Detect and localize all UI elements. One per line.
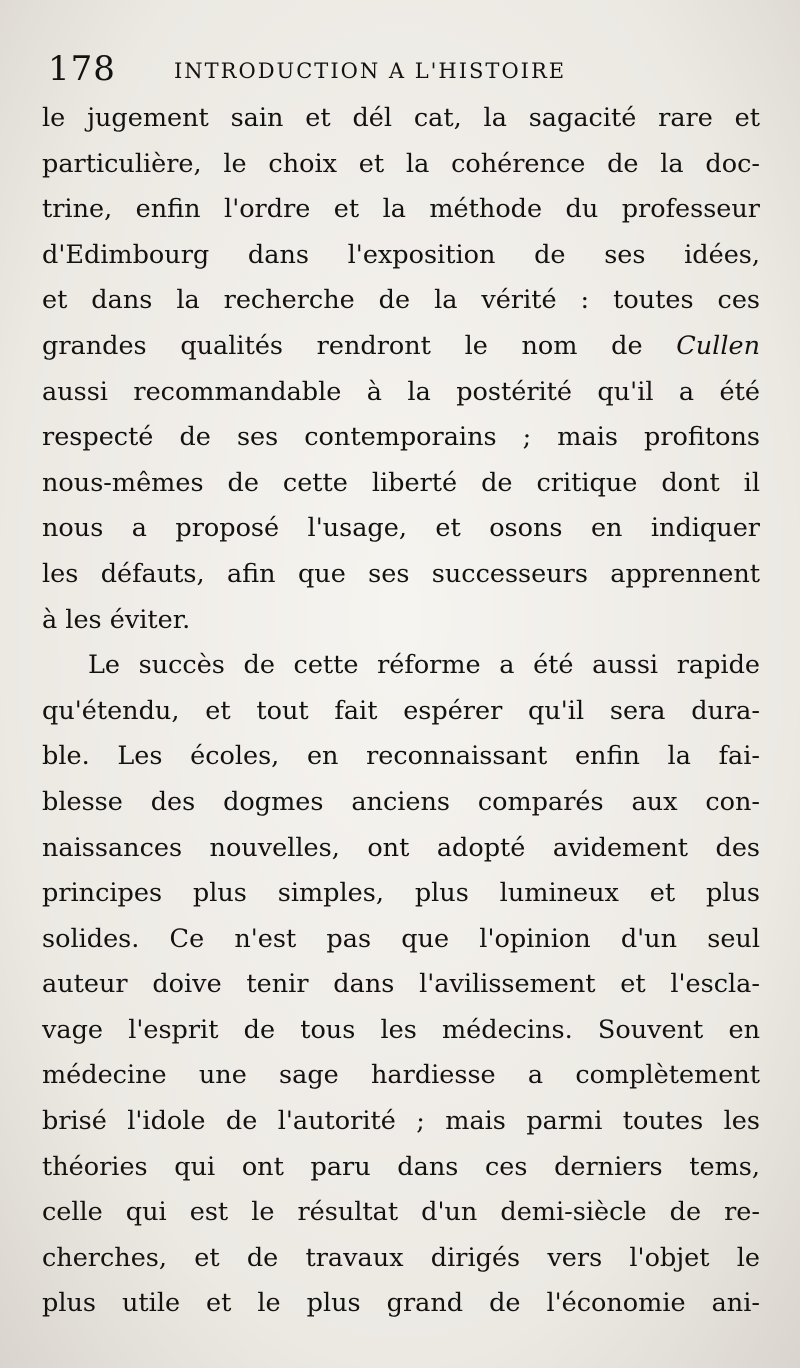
- text-line: médecine une sage hardiesse a complètement: [42, 1060, 760, 1091]
- text-line: le jugement sain et dél cat, la sagacité rare et: [42, 103, 760, 133]
- text-line: à les éviter.: [42, 604, 191, 635]
- text-line: plus utile et le plus grand de l'économie ani-: [42, 1288, 760, 1319]
- text-line: qu'étendu, et tout fait espérer qu'il sera dura-: [42, 695, 760, 726]
- text-line: ble. Les écoles, en reconnaissant enfin la fai-: [42, 741, 760, 772]
- text-line: nous a proposé l'usage, et osons en indiquer: [42, 513, 760, 544]
- text-line: auteur doive tenir dans l'avilissement et l'escla-: [42, 969, 760, 1000]
- text-line: principes plus simples, plus lumineux et plus: [42, 878, 760, 909]
- body-text: [42, 96, 760, 1327]
- text-line: [42, 324, 760, 370]
- text-line: les défauts, afin que ses successeurs apprennent: [42, 558, 760, 589]
- text-line: celle qui est le résultat d'un demi-siècle de re-: [42, 1197, 760, 1228]
- text-line: trine, enfin l'ordre et la méthode du professeur: [42, 194, 760, 225]
- text-line: vage l'esprit de tous les médecins. Souvent en: [42, 1014, 760, 1045]
- running-head: INTRODUCTION A L'HISTOIRE: [174, 59, 567, 83]
- text-line: d'Edimbourg dans l'exposition de ses idées,: [42, 239, 760, 270]
- page-number: 178: [48, 49, 116, 89]
- text-line: Le succès de cette réforme a été aussi rapide: [88, 650, 760, 681]
- text-line: aussi recommandable à la postérité qu'il a été: [42, 376, 760, 407]
- text-line: particulière, le choix et la cohérence de la doc-: [42, 148, 760, 179]
- text-line: nous-mêmes de cette liberté de critique dont il: [42, 467, 760, 498]
- text-line: théories qui ont paru dans ces derniers tems,: [42, 1151, 760, 1182]
- author-name-cullen: Cullen: [676, 330, 760, 361]
- text-line: cherches, et de travaux dirigés vers l'objet le: [42, 1242, 760, 1273]
- text-line: naissances nouvelles, ont adopté avidement des: [42, 832, 760, 863]
- text-line-segment: grandes qualités rendront le nom de: [42, 330, 643, 361]
- text-line: blesse des dogmes anciens comparés aux con-: [42, 786, 760, 817]
- text-line: et dans la recherche de la vérité : toutes ces: [42, 285, 760, 316]
- text-line: respecté de ses contemporains ; mais profitons: [42, 422, 760, 453]
- page-header: [44, 44, 764, 94]
- text-line: brisé l'idole de l'autorité ; mais parmi toutes les: [42, 1106, 760, 1137]
- text-line: solides. Ce n'est pas que l'opinion d'un seul: [42, 923, 760, 954]
